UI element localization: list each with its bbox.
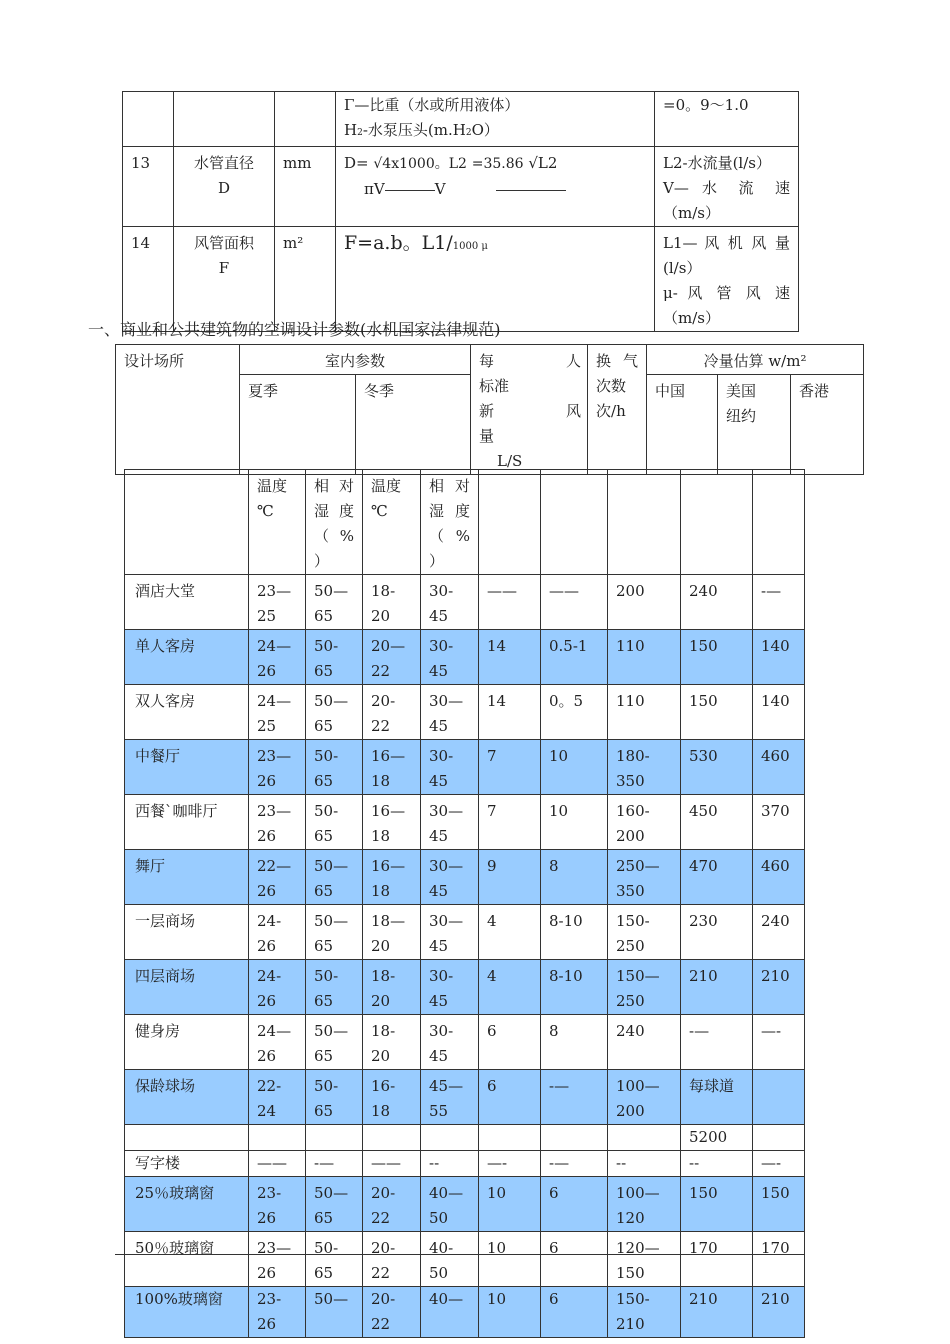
cell-cooling-usa: 210 [681, 1287, 753, 1338]
cell-air-change: 10 [541, 795, 608, 850]
formula-row-12 [123, 92, 799, 147]
cell-summer-rh: 50-65 [306, 740, 363, 795]
cell-cooling-usa: 450 [681, 795, 753, 850]
cell-cooling-hk: 150 [753, 1177, 805, 1232]
cell-cooling-china: 160-200 [608, 795, 681, 850]
cell-fresh-air: 7 [479, 795, 541, 850]
cell-winter-temp: 20-22 [363, 685, 421, 740]
cell-cooling-china: 180-350 [608, 740, 681, 795]
cell-cooling-china: 120— 150 [608, 1232, 681, 1287]
cell-summer-temp: 22— 26 [249, 850, 306, 905]
design-params-table [124, 469, 805, 1338]
cell-summer-temp [249, 1125, 306, 1151]
cell-air-change: —— [541, 575, 608, 630]
cell-summer-rh: 50— [306, 1287, 363, 1338]
cell-cooling-usa: 150 [681, 685, 753, 740]
cell-fresh-air: 4 [479, 960, 541, 1015]
cell-cooling-hk: 140 [753, 630, 805, 685]
cell-place: 一层商场 [125, 905, 249, 960]
cell-air-change: 0.5-1 [541, 630, 608, 685]
table-row [125, 630, 805, 685]
cell-summer-temp: 23— 25 [249, 575, 306, 630]
section-heading: 一、商业和公共建筑物的空调设计参数(水机国家法律规范) [88, 320, 501, 339]
table-row [125, 1015, 805, 1070]
cell-cooling-hk: -— [753, 575, 805, 630]
cell-summer-temp: 23-26 [249, 1287, 306, 1338]
cell-winter-rh: 30-45 [421, 630, 479, 685]
cell-cooling-hk: 140 [753, 685, 805, 740]
cell-empty [608, 470, 681, 575]
table-row [125, 795, 805, 850]
cell-cooling-china: 250— 350 [608, 850, 681, 905]
cell-cooling-china: 110 [608, 685, 681, 740]
cell-winter-temp: 18-20 [363, 575, 421, 630]
table-row [125, 960, 805, 1015]
cell-summer-rh: -— [306, 1151, 363, 1177]
cell-winter-temp: 20-22 [363, 1177, 421, 1232]
cell-cooling-usa: 470 [681, 850, 753, 905]
table-row [125, 1287, 805, 1338]
table-row [125, 905, 805, 960]
cell-name: 风管面积 F [174, 227, 275, 332]
cell-fresh-air: 10 [479, 1177, 541, 1232]
cell-summer-temp: 23— 26 [249, 795, 306, 850]
cell-fresh-air: 14 [479, 685, 541, 740]
cell-cooling-hk [753, 1125, 805, 1151]
cell-place: 写字楼 [125, 1151, 249, 1177]
header-usa: 美国 纽约 [718, 375, 791, 475]
duct-area-formula: F=a.b。L1/1000 μ [344, 232, 488, 254]
pipe-diameter-formula: D= √4x1000。L2 =35.86 √L2 [344, 154, 558, 172]
cell-cooling-usa: 每球道 [681, 1070, 753, 1125]
cell-summer-temp: 23-26 [249, 1177, 306, 1232]
cell-fresh-air: 14 [479, 630, 541, 685]
formula-row-14 [123, 227, 799, 332]
cell-summer-rh: 50-65 [306, 1070, 363, 1125]
cell-cooling-hk: 210 [753, 1287, 805, 1338]
cell-cooling-china: 150-210 [608, 1287, 681, 1338]
table-row [125, 740, 805, 795]
cell-summer-rh: 50-65 [306, 960, 363, 1015]
cell-place: 100%玻璃窗 [125, 1287, 249, 1338]
cell-winter-rh: 30— 45 [421, 685, 479, 740]
cell-summer-rh: 50-65 [306, 1232, 363, 1287]
cell-air-change [541, 1125, 608, 1151]
cell-place: 25％玻璃窗 [125, 1177, 249, 1232]
cell-winter-temp: 16— 18 [363, 795, 421, 850]
cell-summer-temp: —— [249, 1151, 306, 1177]
cell-name: 水管直径 D [174, 147, 275, 227]
cell-winter-temp: 20-22 [363, 1232, 421, 1287]
header-fresh-air: 每 人 标准 新 风 量 L/S [471, 345, 588, 475]
cell-fresh-air: 9 [479, 850, 541, 905]
table-row [125, 685, 805, 740]
table-row [125, 1125, 805, 1151]
table-row [125, 1177, 805, 1232]
cell-summer-temp: 24— 26 [249, 1015, 306, 1070]
cell-cooling-china: 240 [608, 1015, 681, 1070]
cell-num: 13 [123, 147, 174, 227]
cell-cooling-hk: 240 [753, 905, 805, 960]
cell-summer-rh: 50-65 [306, 630, 363, 685]
cell-summer-rh: 50— 65 [306, 1015, 363, 1070]
cell-summer-rh: 50— 65 [306, 905, 363, 960]
cell-place: 酒店大堂 [125, 575, 249, 630]
cell-fresh-air: 4 [479, 905, 541, 960]
cell-place: 舞厅 [125, 850, 249, 905]
subheader-summer-rh: 相 对 湿 度 （ % ） [306, 470, 363, 575]
cell-winter-rh [421, 1125, 479, 1151]
cell-summer-temp: 24-26 [249, 905, 306, 960]
cell-winter-rh: 30— 45 [421, 905, 479, 960]
cell-cooling-hk: 460 [753, 850, 805, 905]
cell-winter-temp: 18-20 [363, 1015, 421, 1070]
cell-empty [541, 470, 608, 575]
cell-cooling-china: 200 [608, 575, 681, 630]
table-row [125, 1070, 805, 1125]
cell-cooling-china [608, 1125, 681, 1151]
cell-name [174, 92, 275, 147]
subheader-row [125, 470, 805, 575]
cell-fresh-air: 10 [479, 1287, 541, 1338]
cell-winter-temp: —— [363, 1151, 421, 1177]
cell-cooling-usa: 5200 [681, 1125, 753, 1151]
cell-winter-temp: 20-22 [363, 1287, 421, 1338]
cell-place: 50％玻璃窗 [125, 1232, 249, 1287]
cell-air-change: -— [541, 1070, 608, 1125]
cell-cooling-usa: 150 [681, 630, 753, 685]
header-cooling: 冷量估算 w/m² [647, 345, 864, 375]
cell-winter-temp [363, 1125, 421, 1151]
table-row [125, 850, 805, 905]
header-place: 设计场所 [116, 345, 240, 475]
cell-note: =0。9～1.0 [655, 92, 799, 147]
cell-winter-rh: 30-45 [421, 740, 479, 795]
cell-cooling-china: 110 [608, 630, 681, 685]
cell-air-change: 6 [541, 1177, 608, 1232]
symbol-head: H2-水泵压头(m.H2O） [344, 121, 499, 139]
cell-cooling-china: -- [608, 1151, 681, 1177]
cell-cooling-usa: 530 [681, 740, 753, 795]
cell-winter-temp: 18-20 [363, 960, 421, 1015]
cell-air-change: 6 [541, 1287, 608, 1338]
cell-cooling-hk [753, 1070, 805, 1125]
cell-summer-rh: 50-65 [306, 795, 363, 850]
cell-winter-rh: 30-45 [421, 575, 479, 630]
subheader-winter-rh: 相 对 湿 度 （ % ） [421, 470, 479, 575]
table-row [125, 1232, 805, 1287]
cell-winter-rh: 40— 50 [421, 1177, 479, 1232]
cell-cooling-china: 150— 250 [608, 960, 681, 1015]
cell-cooling-usa: 240 [681, 575, 753, 630]
cell-winter-temp: 20— 22 [363, 630, 421, 685]
cell-empty [479, 470, 541, 575]
cell-summer-rh: 50— 65 [306, 685, 363, 740]
cell-summer-temp: 24-26 [249, 960, 306, 1015]
cell-place: 西餐`咖啡厅 [125, 795, 249, 850]
cell-air-change: 6 [541, 1232, 608, 1287]
cell-winter-temp: 16— 18 [363, 740, 421, 795]
cell-air-change: 10 [541, 740, 608, 795]
cell-empty [125, 470, 249, 575]
cell-winter-rh: 30-45 [421, 960, 479, 1015]
cell-air-change: 8 [541, 850, 608, 905]
pipe-diameter-denominator: πV V [344, 177, 646, 202]
cell-unit [275, 92, 336, 147]
cell-cooling-usa: 210 [681, 960, 753, 1015]
header-indoor: 室内参数 [240, 345, 471, 375]
cell-winter-rh: 30-45 [421, 1015, 479, 1070]
cell-place: 双人客房 [125, 685, 249, 740]
cell-place: 保龄球场 [125, 1070, 249, 1125]
cell-cooling-china: 100— 200 [608, 1070, 681, 1125]
cell-winter-temp: 16— 18 [363, 850, 421, 905]
formula-row-13 [123, 147, 799, 227]
subheader-summer-temp: 温度 ℃ [249, 470, 306, 575]
cell-cooling-hk: 460 [753, 740, 805, 795]
table-row [125, 1151, 805, 1177]
cell-cooling-china: 150-250 [608, 905, 681, 960]
cell-formula [336, 227, 655, 332]
cell-unit: mm [275, 147, 336, 227]
cell-summer-rh: 50— 65 [306, 575, 363, 630]
cell-air-change: 8-10 [541, 960, 608, 1015]
cell-unit: m² [275, 227, 336, 332]
cell-cooling-usa: 150 [681, 1177, 753, 1232]
cell-note: L1— 风 机 风 量 (l/s） μ- 风 管 风 速 （m/s） [655, 227, 799, 332]
cell-air-change: 8 [541, 1015, 608, 1070]
formula-table [122, 91, 799, 332]
cell-cooling-hk: —- [753, 1151, 805, 1177]
cell-fresh-air: 6 [479, 1015, 541, 1070]
cell-air-change: -— [541, 1151, 608, 1177]
cell-fresh-air: —— [479, 575, 541, 630]
subheader-winter-temp: 温度 ℃ [363, 470, 421, 575]
cell-summer-rh: 50— 65 [306, 1177, 363, 1232]
cell-summer-rh [306, 1125, 363, 1151]
cell-place: 健身房 [125, 1015, 249, 1070]
cell-winter-temp: 16-18 [363, 1070, 421, 1125]
cell-cooling-usa: 170 [681, 1232, 753, 1287]
cell-place: 中餐厅 [125, 740, 249, 795]
cell-winter-rh: 30— 45 [421, 850, 479, 905]
header-hk: 香港 [791, 375, 864, 475]
cell-air-change: 0。5 [541, 685, 608, 740]
cell-summer-temp: 22-24 [249, 1070, 306, 1125]
header-winter: 冬季 [356, 375, 471, 475]
cell-fresh-air: 10 [479, 1232, 541, 1287]
cell-empty [753, 470, 805, 575]
page-bottom-rule [115, 1254, 805, 1255]
cell-cooling-hk: 210 [753, 960, 805, 1015]
cell-fresh-air [479, 1125, 541, 1151]
cell-note: L2-水流量(l/s） V— 水 流 速 （m/s） [655, 147, 799, 227]
header-summer: 夏季 [240, 375, 356, 475]
cell-winter-temp: 18— 20 [363, 905, 421, 960]
cell-cooling-usa: -— [681, 1015, 753, 1070]
header-air-change: 换 气 次数 次/h [588, 345, 647, 475]
header-china: 中国 [647, 375, 718, 475]
symbol-gamma: Γ—比重（水或所用液体） [344, 96, 520, 114]
cell-summer-temp: 24— 26 [249, 630, 306, 685]
cell-summer-rh: 50— 65 [306, 850, 363, 905]
cell-place: 四层商场 [125, 960, 249, 1015]
cell-cooling-china: 100— 120 [608, 1177, 681, 1232]
cell-fresh-air: —- [479, 1151, 541, 1177]
cell-formula [336, 147, 655, 227]
cell-air-change: 8-10 [541, 905, 608, 960]
design-params-header [115, 344, 926, 475]
cell-empty [681, 470, 753, 575]
cell-cooling-hk: 370 [753, 795, 805, 850]
cell-formula [336, 92, 655, 147]
cell-cooling-hk: 170 [753, 1232, 805, 1287]
cell-cooling-usa: -- [681, 1151, 753, 1177]
cell-winter-rh: 30— 45 [421, 795, 479, 850]
cell-winter-rh: 40— [421, 1287, 479, 1338]
cell-fresh-air: 6 [479, 1070, 541, 1125]
cell-cooling-hk: —- [753, 1015, 805, 1070]
cell-place [125, 1125, 249, 1151]
table-row [125, 575, 805, 630]
cell-summer-temp: 24— 25 [249, 685, 306, 740]
cell-cooling-usa: 230 [681, 905, 753, 960]
cell-place: 单人客房 [125, 630, 249, 685]
cell-winter-rh: -- [421, 1151, 479, 1177]
cell-winter-rh: 45— 55 [421, 1070, 479, 1125]
cell-num [123, 92, 174, 147]
cell-num: 14 [123, 227, 174, 332]
cell-summer-temp: 23— 26 [249, 740, 306, 795]
cell-fresh-air: 7 [479, 740, 541, 795]
cell-winter-rh: 40-50 [421, 1232, 479, 1287]
cell-summer-temp: 23— 26 [249, 1232, 306, 1287]
